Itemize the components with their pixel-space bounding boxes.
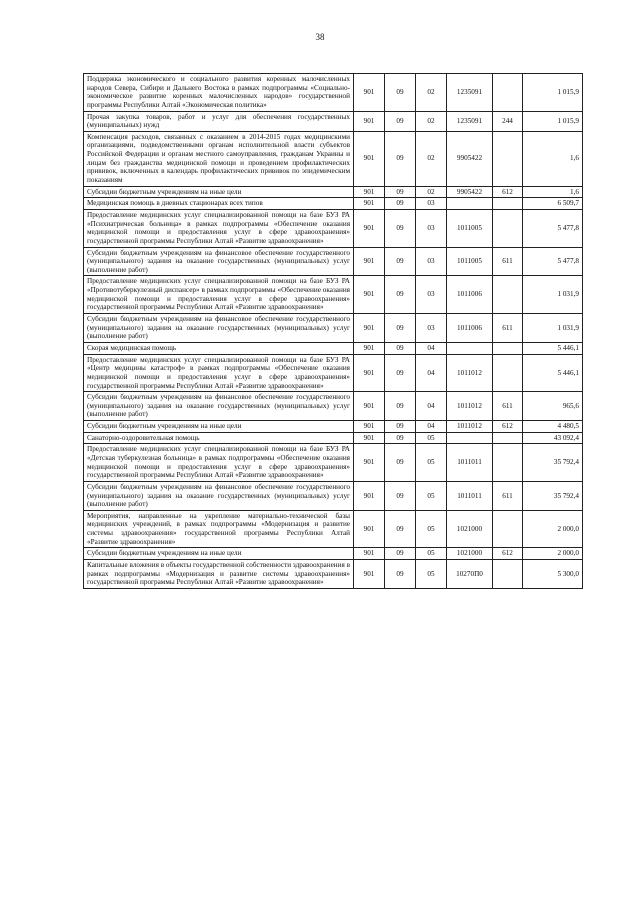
row-target-article-code: 1021000 (447, 548, 493, 560)
row-ministry-code: 901 (354, 209, 385, 247)
row-section-code: 09 (385, 432, 416, 444)
table-row (84, 186, 583, 198)
row-description: Предоставление медицинских услуг специализированной помощи на базе БУЗ РА «Центр медицины катастроф» в рамках подпрограммы «Обеспечение оказания медицинской помощи и предоставления услуг в сфере здравоохранения» государственной программы Республики Алтай «Развитие здравоохранения» (84, 354, 354, 392)
table-row (84, 548, 583, 560)
row-description: Предоставление медицинских услуг специализированной помощи на базе БУЗ РА «Психиатрическая больница» в рамках подпрограммы «Обеспечение оказания медицинской помощи и предоставления услуг в сфере здравоохранения» государственной программы Республики Алтай «Развитие здравоохранения» (84, 209, 354, 247)
row-target-article-code: 1011005 (447, 247, 493, 276)
row-target-article-code: 1011006 (447, 276, 493, 314)
row-target-article-code: 1011012 (447, 354, 493, 392)
row-ministry-code: 901 (354, 560, 385, 589)
row-description: Субсидии бюджетным учреждениям на финансовое обеспечение государственного (муниципального) задания на оказание государственных (муниципальных) услуг (выполнение работ) (84, 392, 354, 421)
row-subsection-code: 03 (416, 247, 447, 276)
row-subsection-code: 03 (416, 209, 447, 247)
table-row (84, 421, 583, 433)
row-amount: 43 092,4 (523, 432, 583, 444)
row-ministry-code: 901 (354, 354, 385, 392)
budget-table (83, 73, 583, 589)
row-ministry-code: 901 (354, 548, 385, 560)
row-subsection-code: 02 (416, 74, 447, 112)
row-subsection-code: 05 (416, 432, 447, 444)
row-target-article-code: 1235091 (447, 111, 493, 131)
row-expense-type-code (493, 209, 523, 247)
row-amount: 1,6 (523, 131, 583, 186)
row-section-code: 09 (385, 186, 416, 198)
row-target-article-code: 1021000 (447, 510, 493, 548)
row-section-code: 09 (385, 421, 416, 433)
row-expense-type-code: 611 (493, 481, 523, 510)
page-number: 38 (315, 32, 325, 42)
row-subsection-code: 05 (416, 481, 447, 510)
row-expense-type-code (493, 276, 523, 314)
row-subsection-code: 02 (416, 186, 447, 198)
table-row (84, 432, 583, 444)
row-expense-type-code (493, 198, 523, 210)
row-ministry-code: 901 (354, 247, 385, 276)
row-target-article-code: 1235091 (447, 74, 493, 112)
row-amount: 6 509,7 (523, 198, 583, 210)
row-expense-type-code (493, 560, 523, 589)
row-amount: 1 031,9 (523, 314, 583, 343)
row-section-code: 09 (385, 209, 416, 247)
row-subsection-code: 04 (416, 421, 447, 433)
row-ministry-code: 901 (354, 111, 385, 131)
table-row (84, 354, 583, 392)
row-section-code: 09 (385, 560, 416, 589)
row-amount: 1 031,9 (523, 276, 583, 314)
table-row (84, 276, 583, 314)
row-section-code: 09 (385, 276, 416, 314)
budget-table-body (84, 74, 583, 589)
row-description: Субсидии бюджетным учреждениям на иные цели (84, 421, 354, 433)
row-description: Поддержка экономического и социального развития коренных малочисленных народов Севера, Сибири и Дальнего Востока в рамках подпрограммы «Социально-экономическое развитие коренных малочисленных народов» государственной программы Республики Алтай «Экономическая политика» (84, 74, 354, 112)
row-target-article-code (447, 198, 493, 210)
row-ministry-code: 901 (354, 421, 385, 433)
row-subsection-code: 02 (416, 131, 447, 186)
row-amount: 5 477,8 (523, 247, 583, 276)
row-expense-type-code (493, 131, 523, 186)
row-amount: 5 446,1 (523, 342, 583, 354)
row-amount: 2 000,0 (523, 510, 583, 548)
row-ministry-code: 901 (354, 74, 385, 112)
row-description: Субсидии бюджетным учреждениям на иные цели (84, 548, 354, 560)
row-description: Предоставление медицинских услуг специализированной помощи на базе БУЗ РА «Детская туберкулезная больница» в рамках подпрограммы «Обеспечение оказания медицинской помощи и предоставления услуг в сфере здравоохранения» государственной программы Республики Алтай «Развитие здравоохранения» (84, 444, 354, 482)
row-subsection-code: 05 (416, 560, 447, 589)
row-target-article-code: 9905422 (447, 186, 493, 198)
row-ministry-code: 901 (354, 131, 385, 186)
row-expense-type-code (493, 354, 523, 392)
row-subsection-code: 05 (416, 548, 447, 560)
row-section-code: 09 (385, 354, 416, 392)
row-ministry-code: 901 (354, 342, 385, 354)
row-description: Субсидии бюджетным учреждениям на финансовое обеспечение государственного (муниципального) задания на оказание государственных (муниципальных) услуг (выполнение работ) (84, 314, 354, 343)
table-row (84, 560, 583, 589)
row-expense-type-code (493, 510, 523, 548)
row-amount: 35 792,4 (523, 481, 583, 510)
row-amount: 965,6 (523, 392, 583, 421)
row-ministry-code: 901 (354, 276, 385, 314)
row-expense-type-code: 611 (493, 314, 523, 343)
row-subsection-code: 05 (416, 444, 447, 482)
table-row (84, 209, 583, 247)
row-amount: 5 446,1 (523, 354, 583, 392)
row-ministry-code: 901 (354, 198, 385, 210)
row-expense-type-code: 612 (493, 421, 523, 433)
row-section-code: 09 (385, 131, 416, 186)
row-amount: 35 792,4 (523, 444, 583, 482)
row-amount: 1 015,9 (523, 74, 583, 112)
row-amount: 4 480,5 (523, 421, 583, 433)
row-section-code: 09 (385, 342, 416, 354)
row-description: Предоставление медицинских услуг специализированной помощи на базе БУЗ РА «Противотуберкулезный диспансер» в рамках подпрограммы «Обеспечение оказания медицинской помощи и предоставления услуг в сфере здравоохранения» государственной программы Республики Алтай «Развитие здравоохранения» (84, 276, 354, 314)
row-target-article-code: 1011012 (447, 392, 493, 421)
row-section-code: 09 (385, 481, 416, 510)
row-description: Субсидии бюджетным учреждениям на финансовое обеспечение государственного (муниципального) задания на оказание государственных (муниципальных) услуг (выполнение работ) (84, 247, 354, 276)
table-row (84, 342, 583, 354)
row-section-code: 09 (385, 314, 416, 343)
table-row (84, 111, 583, 131)
row-amount: 1,6 (523, 186, 583, 198)
table-row (84, 247, 583, 276)
row-ministry-code: 901 (354, 510, 385, 548)
row-description: Прочая закупка товаров, работ и услуг для обеспечения государственных (муниципальных) нужд (84, 111, 354, 131)
table-row (84, 198, 583, 210)
row-target-article-code: 9905422 (447, 131, 493, 186)
row-target-article-code: 1011012 (447, 421, 493, 433)
row-expense-type-code: 611 (493, 392, 523, 421)
row-ministry-code: 901 (354, 392, 385, 421)
row-subsection-code: 03 (416, 198, 447, 210)
row-section-code: 09 (385, 510, 416, 548)
row-expense-type-code (493, 432, 523, 444)
row-ministry-code: 901 (354, 186, 385, 198)
row-section-code: 09 (385, 444, 416, 482)
row-expense-type-code: 611 (493, 247, 523, 276)
row-expense-type-code: 612 (493, 548, 523, 560)
row-subsection-code: 05 (416, 510, 447, 548)
row-target-article-code: 1011011 (447, 481, 493, 510)
row-section-code: 09 (385, 548, 416, 560)
table-row (84, 392, 583, 421)
row-amount: 2 000,0 (523, 548, 583, 560)
row-section-code: 09 (385, 74, 416, 112)
row-amount: 5 300,0 (523, 560, 583, 589)
row-section-code: 09 (385, 392, 416, 421)
row-subsection-code: 04 (416, 342, 447, 354)
row-expense-type-code: 244 (493, 111, 523, 131)
row-subsection-code: 02 (416, 111, 447, 131)
row-amount: 5 477,8 (523, 209, 583, 247)
row-expense-type-code: 612 (493, 186, 523, 198)
row-target-article-code: 1011011 (447, 444, 493, 482)
row-section-code: 09 (385, 111, 416, 131)
row-description: Капитальные вложения в объекты государственной собственности здравоохранения в рамках подпрограммы «Модернизация и развитие системы здравоохранения» государственной программы Республики Алтай «Развитие здравоохранения» (84, 560, 354, 589)
row-subsection-code: 03 (416, 276, 447, 314)
table-row (84, 131, 583, 186)
row-ministry-code: 901 (354, 444, 385, 482)
row-expense-type-code (493, 74, 523, 112)
row-target-article-code: 1011005 (447, 209, 493, 247)
table-row (84, 510, 583, 548)
row-description: Мероприятия, направленные на укрепление материально-технической базы медицинских учреждений, в рамках подпрограммы «Модернизация и развитие системы здравоохранения» государственной программы Республики Алтай «Развитие здравоохранения» (84, 510, 354, 548)
table-row (84, 314, 583, 343)
row-target-article-code: 1011006 (447, 314, 493, 343)
table-row (84, 481, 583, 510)
row-description: Субсидии бюджетным учреждениям на иные цели (84, 186, 354, 198)
row-target-article-code (447, 432, 493, 444)
row-description: Субсидии бюджетным учреждениям на финансовое обеспечение государственного (муниципального) задания на оказание государственных (муниципальных) услуг (выполнение работ) (84, 481, 354, 510)
row-target-article-code (447, 342, 493, 354)
row-description: Санаторно-оздоровительная помощь (84, 432, 354, 444)
row-section-code: 09 (385, 198, 416, 210)
row-subsection-code: 04 (416, 354, 447, 392)
row-expense-type-code (493, 342, 523, 354)
row-amount: 1 015,9 (523, 111, 583, 131)
row-subsection-code: 04 (416, 392, 447, 421)
row-target-article-code: 10270П0 (447, 560, 493, 589)
table-row (84, 444, 583, 482)
row-description: Медицинская помощь в дневных стационарах всех типов (84, 198, 354, 210)
row-subsection-code: 03 (416, 314, 447, 343)
row-section-code: 09 (385, 247, 416, 276)
row-description: Скорая медицинская помощь (84, 342, 354, 354)
row-description: Компенсация расходов, связанных с оказанием в 2014-2015 годах медицинскими организациями, подведомственными органам исполнительной власти субъектов Российской Федерации и органам местного самоуправления, гражданам Украины и лицам без гражданства медицинской помощи и проведением профилактических прививок, включенных в календарь профилактических прививок по эпидемическим показаниям (84, 131, 354, 186)
row-ministry-code: 901 (354, 314, 385, 343)
row-ministry-code: 901 (354, 481, 385, 510)
table-row (84, 74, 583, 112)
row-expense-type-code (493, 444, 523, 482)
row-ministry-code: 901 (354, 432, 385, 444)
